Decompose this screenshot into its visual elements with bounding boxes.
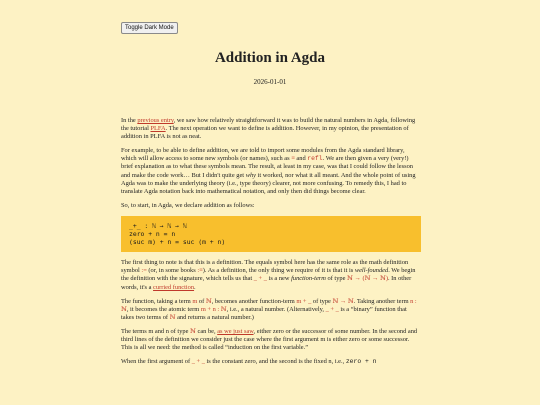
text: The first thing to note is that this is a definition. The equals symbol here has the same role as the math definition symbol [121, 259, 409, 275]
text: . In other words, it's a [121, 275, 412, 291]
text: For example, to be able to define addition, we are told to import some modules from the Agda standard library, which will allow access to some new symbols (or names), such as [121, 147, 405, 163]
text: . The next operation we want to define is addition. However, in my opinion, the presentation of addition in PLFA is not as neat. [121, 125, 409, 141]
curried-function-link[interactable]: curried function [153, 283, 195, 291]
math-symbol: ℕ [205, 297, 212, 305]
code-line: (suc m) + n = suc (m + n) [129, 238, 226, 247]
math-symbol: _ + _ [253, 275, 267, 283]
text: . We are then given a very (very!) brief explanation as to what these symbols mean. The result, at least in my case, was that I could follow the lesson and make the code work… But I didn't quite get [121, 155, 414, 179]
math-symbol: := [141, 267, 147, 275]
math-symbol: _ + _ [325, 305, 339, 313]
text: is a “binary” function that takes two terms of [121, 305, 407, 321]
symbol-refl: refl [307, 155, 323, 163]
plfa-link[interactable]: PLFA [150, 125, 166, 133]
text: is a new [266, 275, 292, 283]
paragraph-intro [121, 117, 421, 141]
paragraph-example [121, 147, 421, 196]
math-symbol: :≡ [197, 267, 203, 275]
text: When the first argument of [121, 358, 192, 366]
text: is the constant zero, and the second is the fixed n, i.e., [204, 358, 346, 366]
text: , it becomes the atomic term [126, 305, 201, 313]
text: of [197, 297, 206, 305]
paragraph-function [121, 298, 421, 322]
text: and returns a natural number.) [175, 313, 254, 321]
emphasis: well-founded [354, 267, 389, 275]
symbol-equiv: ≡ [291, 155, 295, 163]
text: of type [311, 297, 333, 305]
math-symbol: ℕ → ℕ [332, 297, 354, 305]
text: , becomes another function-term [211, 297, 297, 305]
text: , we saw how relatively straightforward it was to build the natural numbers in Agda, following the tutorial [121, 117, 416, 133]
text: it worked, nor what it all meant. And the whole point of using Agda was to make the underlying theory (i.e., type theory) clearer, not more confusing. To remedy this, I had to translate Agda notation back into mathematical notation, and only then did things become clear. [121, 171, 416, 195]
text: The function, taking a term [121, 297, 193, 305]
math-symbol: ℕ [169, 313, 176, 321]
previous-entry-link[interactable]: previous entry [137, 117, 174, 124]
text: . We begin the definition with the signature, which tells us that [121, 267, 416, 283]
text: (or, in some books [146, 267, 198, 275]
dark-mode-toggle-button[interactable]: Toggle Dark Mode [121, 22, 178, 34]
text: and [294, 155, 308, 163]
text: . [194, 283, 196, 291]
math-symbol: ℕ [190, 327, 196, 335]
emphasis: function-term [291, 275, 326, 283]
math-symbol: m [192, 297, 198, 305]
code-line: _+_ : ℕ → ℕ → ℕ [129, 221, 187, 230]
paragraph-zero-case [121, 358, 421, 366]
text: The terms m and n of type [121, 327, 191, 335]
code-block [121, 216, 421, 252]
text: In the [121, 117, 138, 124]
text: ). As a definition, the only thing we require of it is that it is [202, 267, 355, 275]
article-body [121, 117, 421, 372]
code-inline: zero + n [345, 358, 377, 366]
page-title: Addition in Agda [214, 50, 326, 66]
as-we-just-saw-link[interactable]: as we just saw [217, 327, 254, 335]
text: (Alternatively, [285, 305, 326, 313]
paragraph-declare: So, to start, in Agda, we declare addition as follows: [121, 201, 255, 209]
post-date: 2026-01-01 [253, 78, 287, 86]
text: . Taking another term [353, 297, 411, 305]
text: can be, [195, 327, 218, 335]
math-symbol: m + _ [296, 297, 312, 305]
code-line: zero + n = n [129, 230, 176, 239]
math-symbol: _ + _ [191, 358, 205, 366]
paragraph-definition [121, 259, 421, 291]
math-symbol: m + n : ℕ [200, 305, 227, 313]
text: , i.e., a natural number. [226, 305, 286, 313]
text: , either zero or the successor of some number. In the second and third lines of the definition we consider just the case where the first argument m is either zero or some successor. This is all we need: the method is called “induction on the first variable.” [121, 327, 418, 352]
math-symbol: n : ℕ [121, 297, 417, 313]
text: of type [325, 275, 348, 283]
emphasis: why [245, 171, 256, 179]
math-symbol: ℕ → (ℕ → ℕ) [347, 275, 388, 283]
paragraph-terms [121, 328, 421, 352]
